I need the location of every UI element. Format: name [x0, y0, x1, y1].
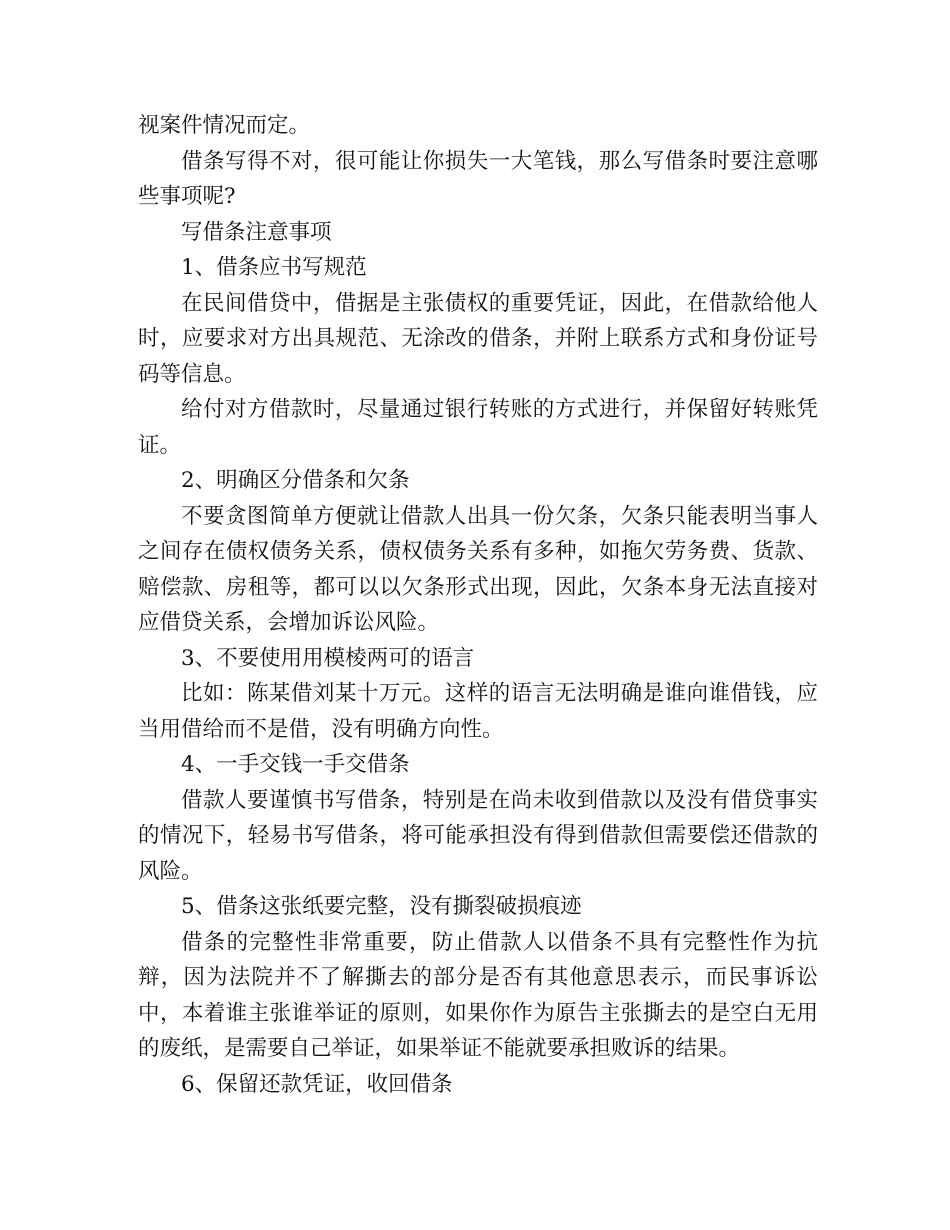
document-body: [138, 108, 818, 1102]
item-body-5: 借条的完整性非常重要，防止借款人以借条不具有完整性作为抗辩，因为法院并不了解撕去的部分是否有其他意思表示，而民事诉讼中，本着谁主张谁举证的原则，如果你作为原告主张撕去的是空白无用的废纸，是需要自己举证，如果举证不能就要承担败诉的结果。: [138, 929, 818, 1061]
paragraph-continuation: 视案件情况而定。: [138, 113, 311, 138]
section-heading: 写借条注意事项: [181, 219, 332, 245]
item-body-1a: 在民间借贷中，借据是主张债权的重要凭证，因此，在借款给他人时，应要求对方出具规范、无涂改的借条，并附上联系方式和身份证号码等信息。: [138, 290, 818, 387]
item-body-3: 比如：陈某借刘某十万元。这样的语言无法明确是谁向谁借钱，应当用借给而不是借，没有明确方向性。: [138, 681, 818, 742]
item-heading-4: 4、一手交钱一手交借条: [181, 752, 410, 777]
item-body-4: 借款人要谨慎书写借条，特别是在尚未收到借款以及没有借贷事实的情况下，轻易书写借条，将可能承担没有得到借款但需要偿还借款的风险。: [138, 787, 818, 884]
item-heading-1: 1、借条应书写规范: [181, 255, 367, 280]
item-heading-2: 2、明确区分借条和欠条: [181, 468, 410, 493]
item-heading-6: 6、保留还款凭证，收回借条: [181, 1071, 453, 1097]
paragraph-intro: 借条写得不对，很可能让你损失一大笔钱，那么写借条时要注意哪些事项呢?: [138, 148, 818, 209]
item-body-1b: 给付对方借款时，尽量通过银行转账的方式进行，并保留好转账凭证。: [138, 397, 818, 458]
item-body-2: 不要贪图简单方便就让借款人出具一份欠条，欠条只能表明当事人之间存在债权债务关系，债权债务关系有多种，如拖欠劳务费、货款、赔偿款、房租等，都可以以欠条形式出现，因此，欠条本身无法直接对应借贷关系，会增加诉讼风险。: [138, 503, 818, 635]
item-heading-5: 5、借条这张纸要完整，没有撕裂破损痕迹: [181, 894, 582, 919]
item-heading-3: 3、不要使用用模棱两可的语言: [181, 645, 475, 671]
